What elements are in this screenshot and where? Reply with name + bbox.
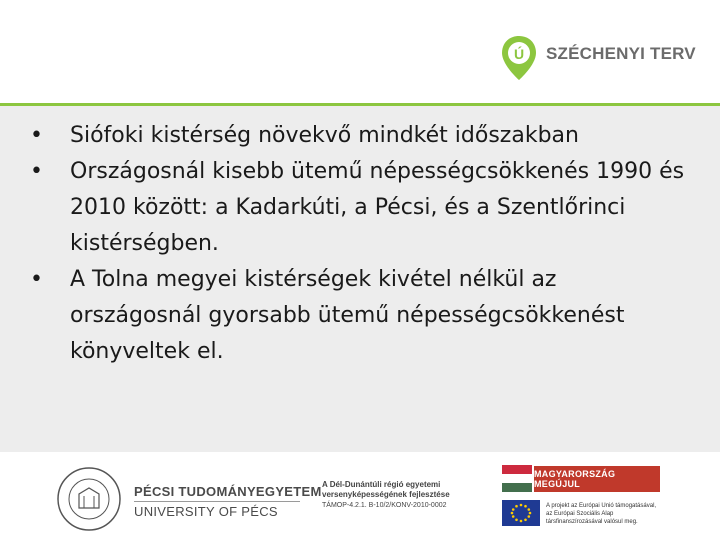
bullet-marker: •	[30, 267, 43, 292]
bullet-list	[30, 118, 690, 370]
header-bar	[0, 0, 720, 104]
project-code: TÁMOP-4.2.1. B-10/2/KONV-2010-0002	[322, 502, 447, 509]
footer-logos	[0, 452, 720, 540]
project-line-1: A Dél-Dunántúli régió egyetemi	[322, 480, 441, 489]
bullet-item	[30, 118, 690, 154]
szechenyi-terv-logo	[500, 34, 696, 82]
university-seal-icon	[56, 466, 122, 532]
bullet-text: Országosnál kisebb ütemű népességcsökkenés 1990 és 2010 között: a Kadarkúti, a Pécsi, és a Szentlőrinci kistérségben.	[70, 159, 685, 256]
location-pin-icon	[500, 34, 538, 82]
magyarorszag-megujul-logo: MAGYARORSZÁG MEGÚJUL	[534, 466, 660, 492]
bullet-marker: •	[30, 123, 43, 148]
project-logo-text	[322, 480, 450, 511]
eu-flag-icon	[502, 500, 540, 526]
university-logo-text	[134, 484, 322, 519]
bullet-text: Siófoki kistérség növekvő mindkét időszakban	[70, 123, 579, 148]
pte-name-hu: PÉCSI TUDOMÁNYEGYETEM	[134, 484, 322, 499]
pin-letter: Ú	[513, 46, 525, 62]
bullet-marker: •	[30, 159, 43, 184]
eu-line-1: A projekt az Európai Unió támogatásával,	[546, 503, 657, 509]
eu-line-2: az Európai Szociális Alap	[546, 511, 614, 517]
slide-content	[0, 106, 720, 452]
eu-line-3: társfinanszírozásával valósul meg.	[546, 519, 638, 525]
pte-name-en: UNIVERSITY OF PÉCS	[134, 504, 278, 519]
eu-funding-text	[546, 502, 656, 526]
hungary-flag-icon	[502, 465, 532, 492]
pte-divider	[134, 501, 300, 502]
bullet-text: A Tolna megyei kistérségek kivétel nélkül az országosnál gyorsabb ütemű népességcsökkenést könyveltek el.	[70, 267, 625, 364]
bullet-item	[30, 262, 690, 370]
brand-text: SZÉCHENYI TERV	[546, 44, 696, 63]
project-line-2: versenyképességének fejlesztése	[322, 490, 450, 499]
bullet-item	[30, 154, 690, 262]
